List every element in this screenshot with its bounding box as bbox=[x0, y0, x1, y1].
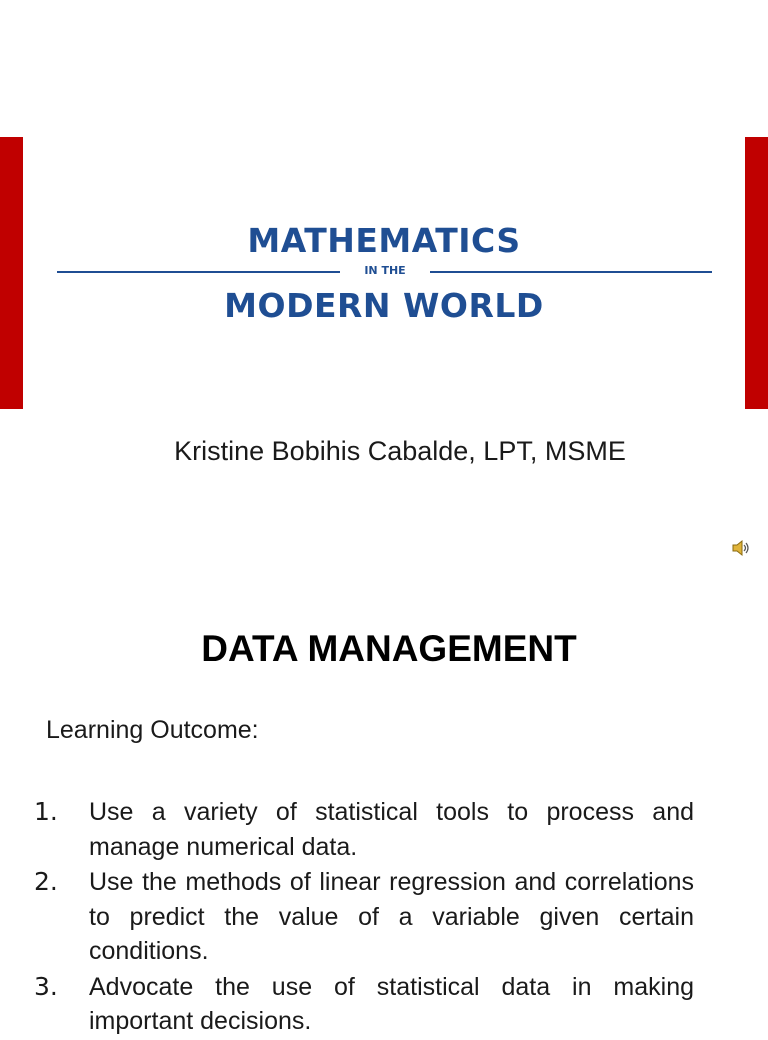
logo-rule-left bbox=[57, 271, 340, 273]
logo-rule-right bbox=[430, 271, 712, 273]
outcome-number: 3. bbox=[34, 971, 58, 1001]
outcome-text: Advocate the use of statistical data in making important decisions. bbox=[89, 972, 694, 1035]
outcome-item bbox=[34, 795, 694, 864]
author-name: Kristine Bobihis Cabalde, LPT, MSME bbox=[174, 436, 626, 466]
outcome-item bbox=[34, 970, 694, 1039]
outcome-number: 1. bbox=[34, 797, 58, 826]
logo-line-mathematics: MATHEMATICS bbox=[247, 221, 521, 260]
slide-heading: DATA MANAGEMENT bbox=[201, 628, 577, 669]
outcome-text: Use a variety of statistical tools to process and manage numerical data. bbox=[89, 798, 694, 861]
left-red-bar bbox=[0, 137, 23, 409]
learning-outcome-label: Learning Outcome: bbox=[46, 716, 259, 744]
logo-line-in-the: IN THE bbox=[364, 264, 406, 277]
speaker-icon[interactable] bbox=[730, 537, 752, 559]
outcomes-list bbox=[34, 795, 694, 1040]
course-logo bbox=[55, 220, 713, 330]
logo-line-modern-world: MODERN WORLD bbox=[224, 286, 544, 325]
outcome-item bbox=[34, 865, 694, 969]
outcome-text: Use the methods of linear regression and correlations to predict the value of a variable given certain conditions. bbox=[89, 868, 694, 965]
outcome-number: 2. bbox=[34, 867, 58, 896]
right-red-bar bbox=[745, 137, 768, 409]
